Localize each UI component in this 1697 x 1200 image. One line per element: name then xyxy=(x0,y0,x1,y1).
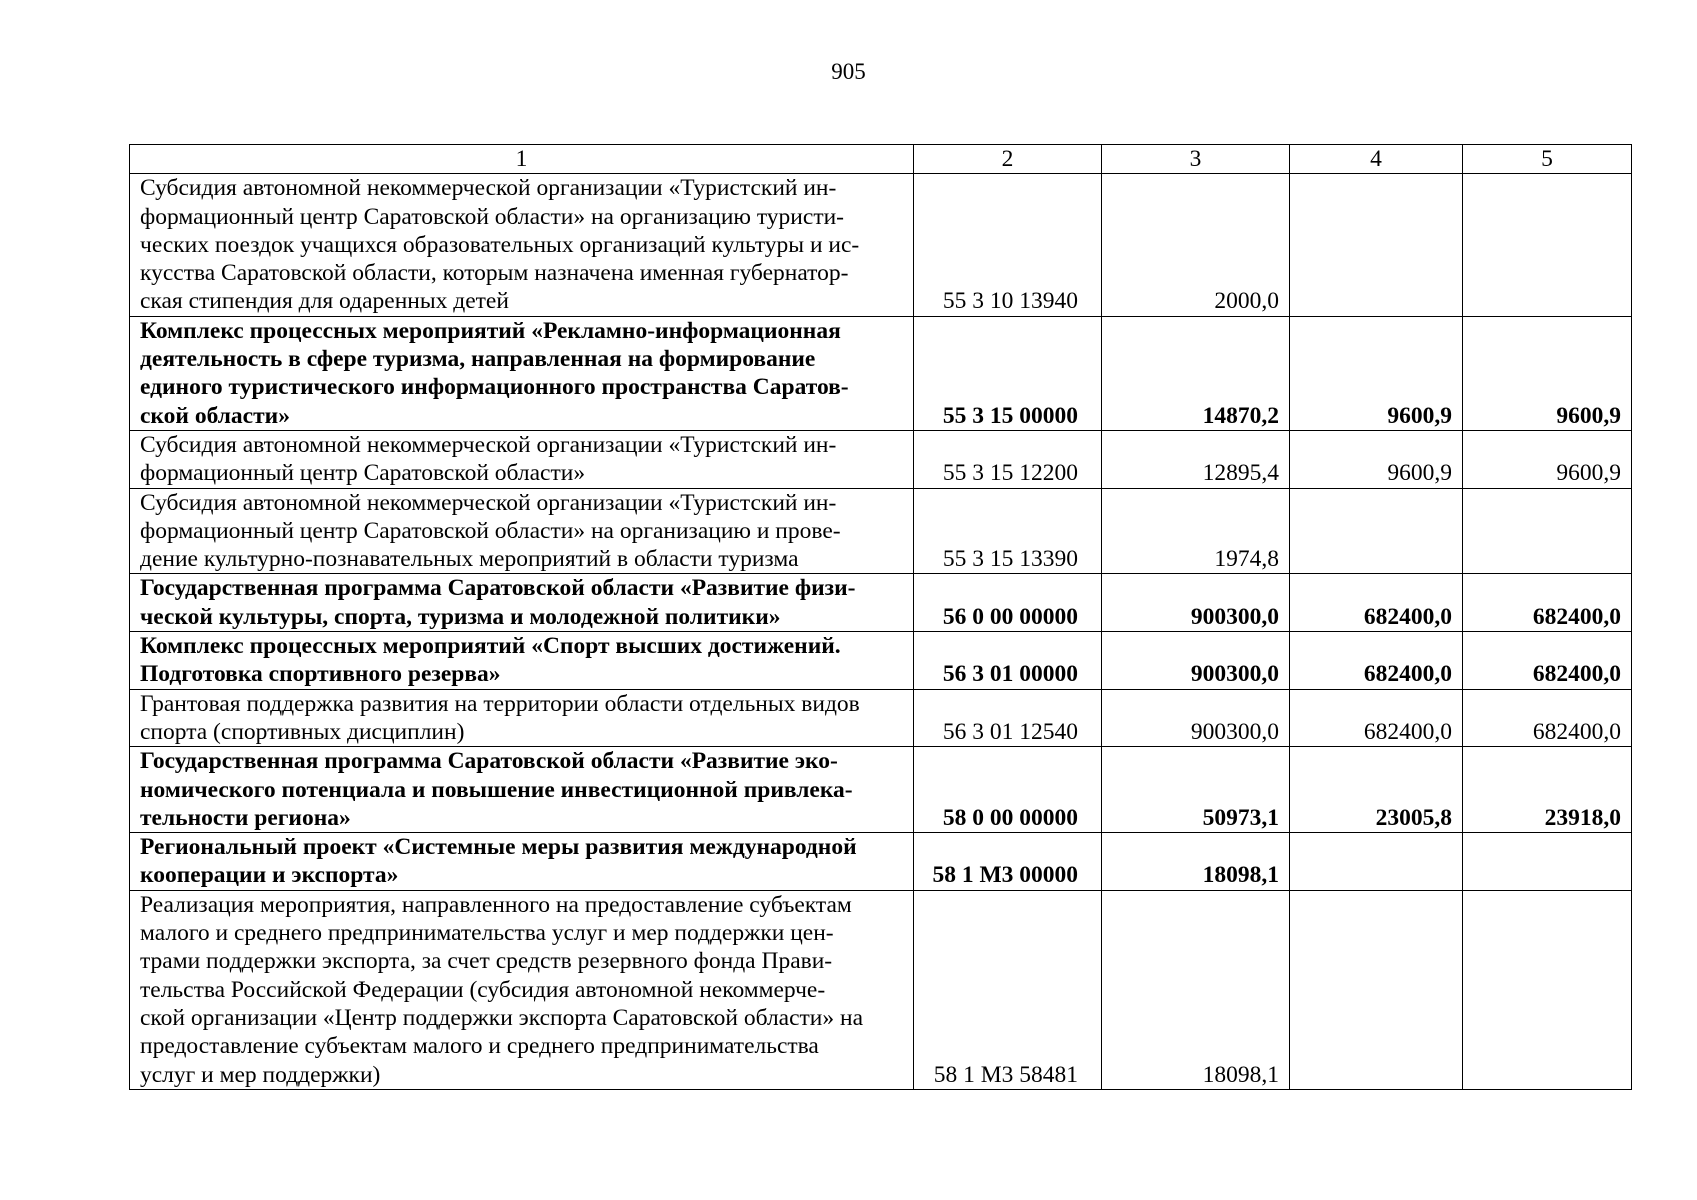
table-row xyxy=(130,316,1632,430)
row-name-line: предоставление субъектам малого и среднего предпринимательства xyxy=(140,1033,819,1060)
column-header-5: 5 xyxy=(1463,145,1632,174)
row-name-line: формационный центр Саратовской области» на организацию и прове- xyxy=(140,517,841,544)
row-value-col3-cell: 50973,1 xyxy=(1102,747,1290,833)
row-name-line: трами поддержки экспорта, за счет средств резервного фонда Прави- xyxy=(140,948,833,975)
row-name-cell xyxy=(130,890,914,1089)
row-name-cell xyxy=(130,833,914,891)
row-value-col4-cell: 9600,9 xyxy=(1290,430,1463,488)
row-name-line: спорта (спортивных дисциплин) xyxy=(140,718,465,745)
row-name-line: номического потенциала и повышение инвестиционной привлека- xyxy=(140,776,853,803)
row-name-line: ской области» xyxy=(140,402,290,429)
table-body xyxy=(130,174,1632,1090)
row-code-cell: 58 0 00 00000 xyxy=(914,747,1102,833)
row-name-line: кусства Саратовской области, которым назначена именная губернатор- xyxy=(140,260,849,287)
row-name-cell xyxy=(130,747,914,833)
row-name-line: Субсидия автономной некоммерческой организации «Туристский ин- xyxy=(140,175,837,202)
row-name-line: Региональный проект «Системные меры развития международной xyxy=(140,834,857,861)
row-code-cell: 55 3 15 13390 xyxy=(914,488,1102,574)
row-code-cell: 56 0 00 00000 xyxy=(914,574,1102,632)
row-name-cell xyxy=(130,430,914,488)
row-name-line: Реализация мероприятия, направленного на предоставление субъектам xyxy=(140,891,852,918)
row-name-line: формационный центр Саратовской области» на организацию туристи- xyxy=(140,203,844,230)
row-name-line: Субсидия автономной некоммерческой организации «Туристский ин- xyxy=(140,431,837,458)
row-value-col3-cell: 900300,0 xyxy=(1102,632,1290,690)
row-value-col5-cell: 682400,0 xyxy=(1463,574,1632,632)
row-code-cell: 56 3 01 00000 xyxy=(914,632,1102,690)
row-value-col3-cell: 2000,0 xyxy=(1102,174,1290,316)
column-header-4: 4 xyxy=(1290,145,1463,174)
row-value-col5-cell: 23918,0 xyxy=(1463,747,1632,833)
row-value-col4-cell xyxy=(1290,833,1463,891)
row-name-line: ческой культуры, спорта, туризма и молодежной политики» xyxy=(140,603,781,630)
row-name-line: Грантовая поддержка развития на территории области отдельных видов xyxy=(140,690,860,717)
row-name-cell xyxy=(130,316,914,430)
row-value-col5-cell: 682400,0 xyxy=(1463,689,1632,747)
page-number: 905 xyxy=(831,59,866,84)
row-name-line: тельности региона» xyxy=(140,804,351,831)
row-value-col5-cell: 9600,9 xyxy=(1463,430,1632,488)
table-row xyxy=(130,174,1632,316)
row-value-col5-cell xyxy=(1463,833,1632,891)
table-row xyxy=(130,689,1632,747)
row-value-col4-cell: 682400,0 xyxy=(1290,632,1463,690)
row-code-cell: 55 3 15 00000 xyxy=(914,316,1102,430)
column-header-3: 3 xyxy=(1102,145,1290,174)
row-value-col5-cell: 9600,9 xyxy=(1463,316,1632,430)
row-value-col3-cell: 900300,0 xyxy=(1102,574,1290,632)
row-value-col4-cell: 9600,9 xyxy=(1290,316,1463,430)
table-row xyxy=(130,488,1632,574)
table-row xyxy=(130,632,1632,690)
row-value-col5-cell xyxy=(1463,174,1632,316)
row-value-col5-cell xyxy=(1463,488,1632,574)
table-row xyxy=(130,833,1632,891)
row-name-line: Комплекс процессных мероприятий «Рекламно-информационная xyxy=(140,317,841,344)
row-code-cell: 55 3 15 12200 xyxy=(914,430,1102,488)
row-value-col3-cell: 1974,8 xyxy=(1102,488,1290,574)
row-name-line: Субсидия автономной некоммерческой организации «Туристский ин- xyxy=(140,489,837,516)
row-name-cell xyxy=(130,689,914,747)
row-name-line: деятельность в сфере туризма, направленная на формирование xyxy=(140,346,816,373)
header-row xyxy=(130,145,1632,174)
table-row xyxy=(130,574,1632,632)
row-name-line: формационный центр Саратовской области» xyxy=(140,460,586,487)
table-row xyxy=(130,747,1632,833)
row-name-line: Государственная программа Саратовской области «Развитие эко- xyxy=(140,748,838,775)
budget-table xyxy=(129,144,1632,1090)
row-name-line: Подготовка спортивного резерва» xyxy=(140,661,501,688)
row-name-line: малого и среднего предпринимательства услуг и мер поддержки цен- xyxy=(140,920,834,947)
row-value-col4-cell xyxy=(1290,488,1463,574)
row-name-line: Комплекс процессных мероприятий «Спорт высших достижений. xyxy=(140,633,841,660)
row-value-col5-cell: 682400,0 xyxy=(1463,632,1632,690)
row-code-cell: 55 3 10 13940 xyxy=(914,174,1102,316)
row-value-col4-cell: 682400,0 xyxy=(1290,689,1463,747)
row-code-cell: 58 1 М3 00000 xyxy=(914,833,1102,891)
row-value-col3-cell: 14870,2 xyxy=(1102,316,1290,430)
row-value-col4-cell xyxy=(1290,890,1463,1089)
table-header xyxy=(130,145,1632,174)
row-name-line: ской организации «Центр поддержки экспорта Саратовской области» на xyxy=(140,1004,864,1031)
column-header-2: 2 xyxy=(914,145,1102,174)
row-value-col4-cell: 23005,8 xyxy=(1290,747,1463,833)
row-code-cell: 56 3 01 12540 xyxy=(914,689,1102,747)
row-name-cell xyxy=(130,632,914,690)
row-name-line: ская стипендия для одаренных детей xyxy=(140,288,509,315)
row-code-cell: 58 1 М3 58481 xyxy=(914,890,1102,1089)
row-name-line: тельства Российской Федерации (субсидия автономной некоммерче- xyxy=(140,976,826,1003)
table-row xyxy=(130,430,1632,488)
row-value-col4-cell xyxy=(1290,174,1463,316)
row-name-line: кооперации и экспорта» xyxy=(140,862,399,889)
row-value-col5-cell xyxy=(1463,890,1632,1089)
row-value-col3-cell: 18098,1 xyxy=(1102,833,1290,891)
row-value-col4-cell: 682400,0 xyxy=(1290,574,1463,632)
row-name-cell xyxy=(130,488,914,574)
row-value-col3-cell: 18098,1 xyxy=(1102,890,1290,1089)
row-name-line: ческих поездок учащихся образовательных организаций культуры и ис- xyxy=(140,231,860,258)
row-value-col3-cell: 12895,4 xyxy=(1102,430,1290,488)
row-value-col3-cell: 900300,0 xyxy=(1102,689,1290,747)
table-row xyxy=(130,890,1632,1089)
row-name-cell xyxy=(130,174,914,316)
row-name-line: Государственная программа Саратовской области «Развитие физи- xyxy=(140,575,856,602)
row-name-line: услуг и мер поддержки) xyxy=(140,1061,381,1088)
row-name-line: единого туристического информационного пространства Саратов- xyxy=(140,374,849,401)
row-name-cell xyxy=(130,574,914,632)
column-header-1: 1 xyxy=(130,145,914,174)
row-name-line: дение культурно-познавательных мероприятий в области туризма xyxy=(140,546,799,573)
